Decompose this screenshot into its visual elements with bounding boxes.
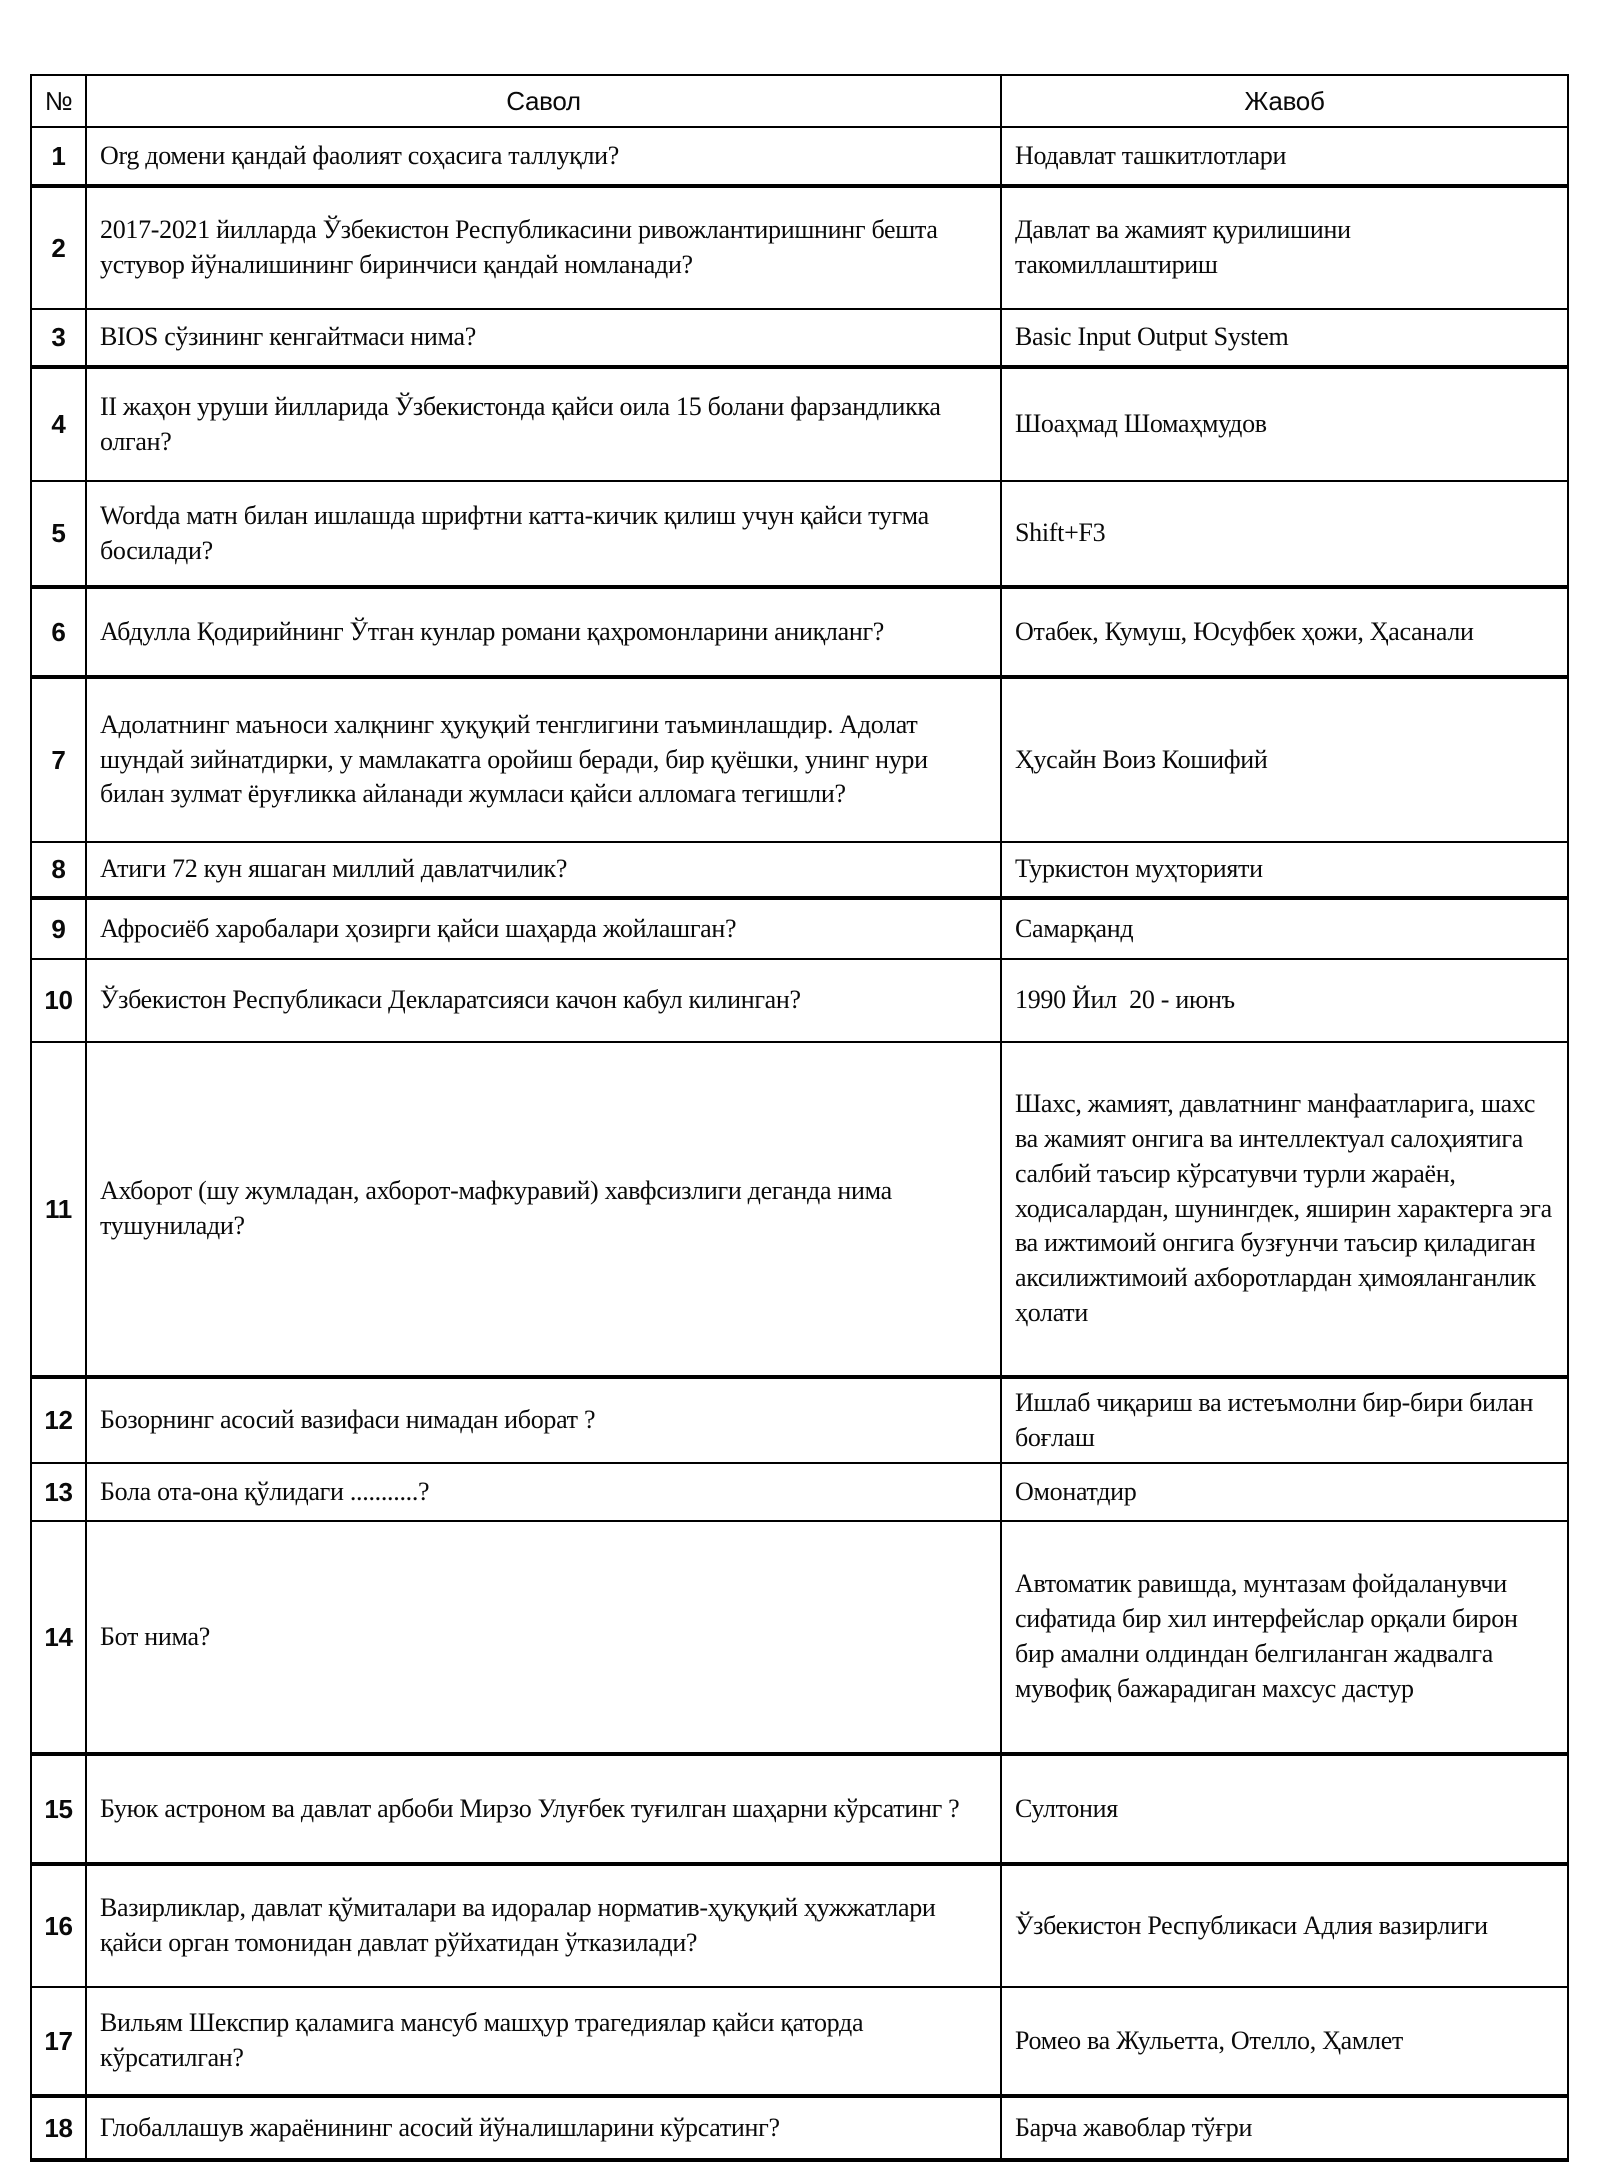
answer-cell: Автоматик равишда, мунтазам фойдаланувчи сифатида бир хил интерфейслар орқали бирон бир амални олдиндан белгиланган жадвалга мувофиқ бажарадиган махсус дастур xyxy=(1001,1521,1568,1754)
question-cell: Глобаллашув жараёнининг асосий йўналишларини кўрсатинг? xyxy=(86,2096,1001,2160)
table-row xyxy=(31,1521,1568,1754)
question-cell: II жаҳон уруши йилларида Ўзбекистонда қайси оила 15 болани фарзандликка олган? xyxy=(86,367,1001,481)
question-cell: Вазирликлар, давлат қўмиталари ва идоралар норматив-ҳуқуқий ҳужжатлари қайси орган томонидан давлат рўйхатидан ўтказилади? xyxy=(86,1864,1001,1987)
qa-table xyxy=(30,74,1569,2162)
table-row xyxy=(31,2096,1568,2160)
table-row xyxy=(31,186,1568,309)
question-cell: Wordда матн билан ишлашда шрифтни катта-кичик қилиш учун қайси тугма босилади? xyxy=(86,481,1001,587)
question-cell: Бот нима? xyxy=(86,1521,1001,1754)
answer-cell: Ҳусайн Воиз Кошифий xyxy=(1001,677,1568,842)
row-number-cell: 14 xyxy=(31,1521,86,1754)
answer-cell: Давлат ва жамият қурилишини такомиллаштириш xyxy=(1001,186,1568,309)
question-cell: Org домени қандай фаолият соҳасига таллуқли? xyxy=(86,127,1001,186)
answer-cell: Нодавлат ташкитлотлари xyxy=(1001,127,1568,186)
table-row xyxy=(31,481,1568,587)
row-number-cell: 7 xyxy=(31,677,86,842)
question-cell: Вильям Шекспир қаламига мансуб машҳур трагедиялар қайси қаторда кўрсатилган? xyxy=(86,1987,1001,2096)
question-cell: Буюк астроном ва давлат арбоби Мирзо Улуғбек туғилган шаҳарни кўрсатинг ? xyxy=(86,1754,1001,1864)
table-row xyxy=(31,1463,1568,1521)
question-cell: 2017-2021 йилларда Ўзбекистон Республикасини ривожлантиришнинг бешта устувор йўналишининг биринчиси қандай номланади? xyxy=(86,186,1001,309)
header-number: № xyxy=(31,75,86,127)
table-row xyxy=(31,127,1568,186)
row-number-cell: 16 xyxy=(31,1864,86,1987)
table-row xyxy=(31,367,1568,481)
answer-cell: Шахс, жамият, давлатнинг манфаатларига, шахс ва жамият онгига ва интеллектуал салоҳиятига салбий таъсир кўрсатувчи турли жараён, ходисалардан, шунингдек, яширин характерга эга ва ижтимоий онгига бузғунчи таъсир қиладиган аксилижтимоий ахборотлардан ҳимояланганлик ҳолати xyxy=(1001,1042,1568,1377)
question-cell: BIOS сўзининг кенгайтмаси нима? xyxy=(86,309,1001,367)
answer-cell: Отабек, Кумуш, Юсуфбек ҳожи, Ҳасанали xyxy=(1001,587,1568,677)
question-cell: Бола ота-она қўлидаги ...........? xyxy=(86,1463,1001,1521)
question-cell: Афросиёб харобалари ҳозирги қайси шаҳарда жойлашган? xyxy=(86,898,1001,959)
answer-cell: Султония xyxy=(1001,1754,1568,1864)
row-number-cell: 11 xyxy=(31,1042,86,1377)
row-number-cell: 18 xyxy=(31,2096,86,2160)
row-number-cell: 4 xyxy=(31,367,86,481)
table-row xyxy=(31,309,1568,367)
answer-cell: Ўзбекистон Республикаси Адлия вазирлиги xyxy=(1001,1864,1568,1987)
row-number-cell: 17 xyxy=(31,1987,86,2096)
answer-cell: Ишлаб чиқариш ва истеъмолни бир-бири билан боғлаш xyxy=(1001,1377,1568,1463)
question-cell: Бозорнинг асосий вазифаси нимадан иборат ? xyxy=(86,1377,1001,1463)
table-row xyxy=(31,677,1568,842)
answer-cell: Basic Input Output System xyxy=(1001,309,1568,367)
header-question: Савол xyxy=(86,75,1001,127)
question-cell: Ахборот (шу жумладан, ахборот-мафкуравий) хавфсизлиги деганда нима тушунилади? xyxy=(86,1042,1001,1377)
answer-cell: Самарқанд xyxy=(1001,898,1568,959)
row-number-cell: 1 xyxy=(31,127,86,186)
table-row xyxy=(31,842,1568,898)
row-number-cell: 2 xyxy=(31,186,86,309)
row-number-cell: 3 xyxy=(31,309,86,367)
row-number-cell: 13 xyxy=(31,1463,86,1521)
answer-cell: Туркистон муҳторияти xyxy=(1001,842,1568,898)
row-number-cell: 12 xyxy=(31,1377,86,1463)
answer-cell: 1990 Йил 20 - июнъ xyxy=(1001,959,1568,1042)
row-number-cell: 15 xyxy=(31,1754,86,1864)
question-cell: Ўзбекистон Республикаси Декларатсияси качон кабул килинган? xyxy=(86,959,1001,1042)
table-row xyxy=(31,587,1568,677)
row-number-cell: 9 xyxy=(31,898,86,959)
row-number-cell: 5 xyxy=(31,481,86,587)
answer-cell: Шоаҳмад Шомаҳмудов xyxy=(1001,367,1568,481)
table-row xyxy=(31,1987,1568,2096)
row-number-cell: 10 xyxy=(31,959,86,1042)
row-number-cell: 8 xyxy=(31,842,86,898)
table-row xyxy=(31,1377,1568,1463)
table-row xyxy=(31,1042,1568,1377)
question-cell: Адолатнинг маъноси халқнинг ҳуқуқий тенглигини таъминлашдир. Адолат шундай зийнатдирки, у мамлакатга оройиш беради, бир қуёшки, унинг нури билан зулмат ёруғликка айланади жумласи қайси алломага тегишли? xyxy=(86,677,1001,842)
header-row xyxy=(31,75,1568,127)
table-row xyxy=(31,1864,1568,1987)
table-row xyxy=(31,898,1568,959)
table-row xyxy=(31,1754,1568,1864)
answer-cell: Ромео ва Жульетта, Отелло, Ҳамлет xyxy=(1001,1987,1568,2096)
answer-cell: Омонатдир xyxy=(1001,1463,1568,1521)
question-cell: Атиги 72 кун яшаган миллий давлатчилик? xyxy=(86,842,1001,898)
answer-cell: Shift+F3 xyxy=(1001,481,1568,587)
answer-cell: Барча жавоблар тўғри xyxy=(1001,2096,1568,2160)
header-answer: Жавоб xyxy=(1001,75,1568,127)
question-cell: Абдулла Қодирийнинг Ўтган кунлар романи қаҳромонларини аниқланг? xyxy=(86,587,1001,677)
row-number-cell: 6 xyxy=(31,587,86,677)
table-row xyxy=(31,959,1568,1042)
